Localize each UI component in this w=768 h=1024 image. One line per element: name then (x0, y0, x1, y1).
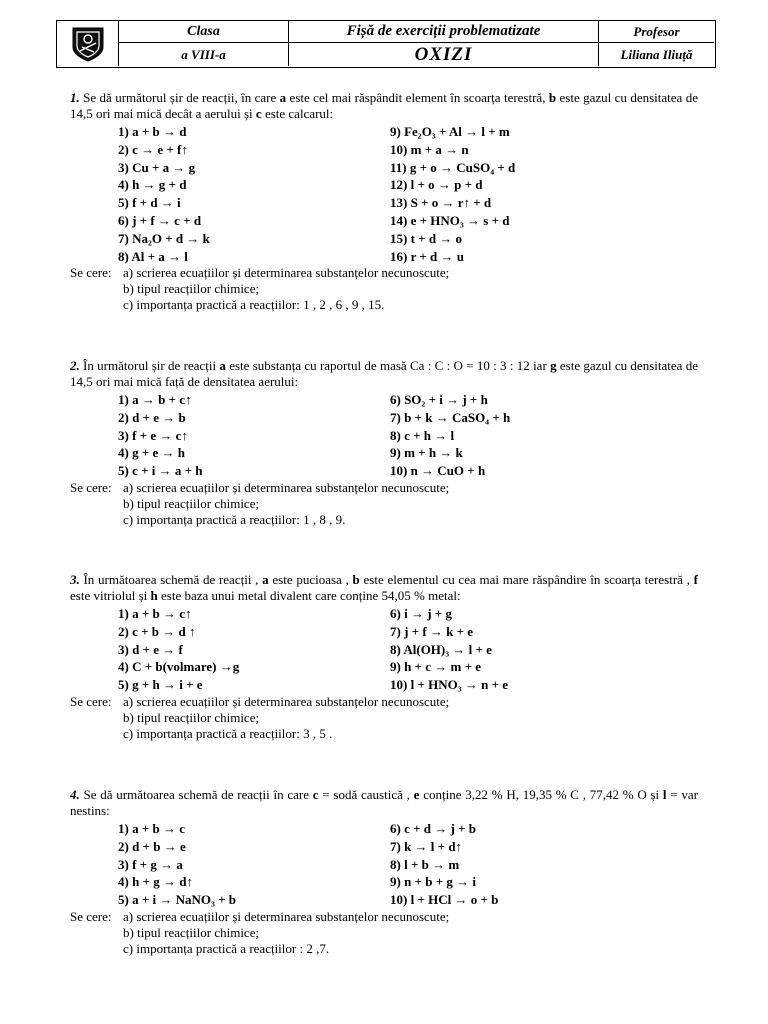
requirement-item: c) importanța practică a reacțiilor : 2 ,7. (123, 941, 330, 956)
reaction-equation: 13) S + o → r↑ + d (390, 195, 492, 211)
exercise-statement (70, 358, 698, 390)
reaction-equation: 5) f + d → i (118, 195, 181, 211)
requirements-label: Se cere: (70, 265, 112, 281)
requirements (70, 265, 698, 313)
reaction-column-left (118, 820, 236, 909)
requirements (70, 480, 698, 528)
class-label: Clasa (119, 21, 289, 43)
school-crest-icon (70, 25, 106, 63)
reaction-equation: 3) f + g → a (118, 856, 183, 872)
exercise-1 (70, 90, 698, 313)
reaction-equation: 3) Cu + a → g (118, 159, 196, 175)
exercise-number: 4. (70, 787, 80, 802)
requirement-item: a) scrierea ecuațiilor și determinarea substanțelor necunoscute; (123, 480, 450, 495)
reaction-equation: 1) a → b + c↑ (118, 392, 192, 407)
reaction-equation: 7) b + k → CaSO₄ + h (390, 409, 511, 425)
reaction-equation: 10) l + HCl → o + b (390, 892, 499, 908)
reaction-equation: 9) n + b + g → i (390, 874, 476, 890)
reaction-equation: 10) l + HNO₃ → n + e (390, 677, 509, 693)
requirement-item: b) tipul reacțiilor chimice; (123, 281, 260, 297)
requirement-item: c) importanța practică a reacțiilor: 1 , 8 , 9. (123, 512, 346, 527)
reaction-equation: 9) m + h → k (390, 445, 463, 461)
reaction-list (70, 605, 698, 694)
reaction-equation: 1) a + b → d (118, 124, 187, 139)
exercise-3 (70, 572, 698, 742)
exercise-number: 1. (70, 90, 80, 105)
exercise-statement (70, 787, 698, 819)
reaction-equation: 3) d + e → f (118, 641, 183, 657)
exercise-2 (70, 358, 698, 528)
reaction-equation: 9) Fe₂O₃ + Al → l + m (390, 124, 510, 139)
requirement-item: c) importanța practică a reacțiilor: 3 , 5 . (123, 726, 333, 741)
reaction-column-right (390, 820, 498, 909)
requirements (70, 694, 698, 742)
reaction-column-right (390, 391, 510, 480)
reaction-equation: 7) k → l + d↑ (390, 838, 463, 854)
requirement-item: a) scrierea ecuațiilor și determinarea substanțelor necunoscute; (123, 909, 450, 924)
exercise-number: 2. (70, 358, 80, 373)
reaction-equation: 4) h + g → d↑ (118, 874, 193, 890)
reaction-equation: 8) Al(OH)₃ → l + e (390, 641, 492, 657)
reaction-equation: 7) Na₂O + d → k (118, 230, 210, 246)
reaction-equation: 15) t + d → o (390, 230, 463, 246)
reaction-list (70, 820, 698, 909)
class-value: a VIII-a (119, 43, 289, 66)
reaction-equation: 2) c + b → d ↑ (118, 623, 196, 639)
reaction-equation: 14) e + HNO₃ → s + d (390, 212, 510, 228)
reaction-equation: 4) h → g + d (118, 177, 187, 193)
reaction-column-left (118, 123, 210, 265)
reaction-equation: 4) C + b(volmare) →g (118, 659, 240, 675)
exercise-text: Se dă următoarea schemă de reacții în care c = sodă caustică , e conține 3,22 % H, 19,35 % C , 77,42 % O și l = var nestins: (70, 787, 698, 818)
reaction-equation: 8) c + h → l (390, 427, 455, 443)
exercise-text: În următoarea schemă de reacții , a este pucioasa , b este elementul cu cea mai mare răspândire în scoarța terestră , f este vitriolul și h este baza unui metal divalent care conține 54,05 % metal: (70, 572, 698, 603)
sheet-subject: OXIZI (289, 43, 599, 66)
exercise-text: În următorul șir de reacții a este substanța cu raportul de masă Ca : C : O = 10 : 3 : 12 iar g este gazul cu densitatea de 14,5 ori mai mică față de densitatea aerului: (70, 358, 698, 389)
teacher-name: Liliana Iliuță (620, 46, 693, 62)
reaction-equation: 1) a + b → c (118, 821, 185, 836)
reaction-equation: 5) a + i → NaNO₃ + b (118, 892, 237, 908)
reaction-column-right (390, 605, 508, 694)
reaction-column-right (390, 123, 515, 265)
reaction-equation: 10) m + a → n (390, 141, 469, 157)
requirement-item: b) tipul reacțiilor chimice; (123, 496, 260, 511)
reaction-list (70, 391, 698, 480)
reaction-equation: 6) c + d → j + b (390, 821, 476, 836)
sheet-title: Fișă de exerciții problematizate (289, 21, 599, 43)
requirement-item: b) tipul reacțiilor chimice; (123, 710, 260, 725)
exercise-4 (70, 787, 698, 957)
reaction-column-left (118, 605, 239, 694)
exercise-text: Se dă următorul șir de reacții, în care a este cel mai răspândit element în scoarța terestră, b este gazul cu densitatea de 14,5 ori mai mică decât a aerului și c este calcarul: (70, 90, 698, 121)
exercise-number: 3. (70, 572, 80, 587)
reaction-equation: 6) i → j + g (390, 606, 452, 621)
requirements-label: Se cere: (70, 909, 112, 924)
reaction-equation: 5) c + i → a + h (118, 463, 203, 479)
reaction-equation: 4) g + e → h (118, 445, 185, 461)
requirements (70, 909, 698, 957)
reaction-equation: 2) d + e → b (118, 409, 186, 425)
reaction-equation: 11) g + o → CuSO₄ + d (390, 159, 516, 175)
reaction-equation: 12) l + o → p + d (390, 177, 483, 193)
reaction-equation: 2) d + b → e (118, 838, 186, 854)
requirement-item: c) importanța practică a reacțiilor: 1 , 2 , 6 , 9 , 15. (123, 297, 385, 313)
requirement-item: a) scrierea ecuațiilor și determinarea substanțelor necunoscute; (123, 265, 450, 281)
reaction-equation: 6) SO₂ + i → j + h (390, 392, 488, 407)
reaction-equation: 2) c → e + f↑ (118, 141, 188, 157)
exercise-statement (70, 90, 698, 122)
reaction-equation: 9) h + c → m + e (390, 659, 481, 675)
requirement-item: b) tipul reacțiilor chimice; (123, 925, 260, 940)
reaction-equation: 5) g + h → i + e (118, 677, 203, 693)
reaction-equation: 8) Al + a → l (118, 248, 188, 264)
requirement-item: a) scrierea ecuațiilor și determinarea substanțelor necunoscute; (123, 694, 450, 709)
reaction-equation: 8) l + b → m (390, 856, 460, 872)
reaction-equation: 3) f + e → c↑ (118, 427, 188, 443)
reaction-equation: 1) a + b → c↑ (118, 606, 192, 621)
header-table (56, 20, 716, 68)
reaction-equation: 10) n → CuO + h (390, 463, 486, 479)
reaction-equation: 16) r + d → u (390, 248, 464, 264)
reaction-equation: 7) j + f → k + e (390, 623, 474, 639)
reaction-column-left (118, 391, 203, 480)
requirements-label: Se cere: (70, 694, 112, 709)
teacher-label: Profesor (599, 21, 714, 43)
school-logo (57, 21, 119, 66)
reaction-equation: 6) j + f → c + d (118, 212, 202, 228)
reaction-list (70, 123, 698, 265)
requirements-label: Se cere: (70, 480, 112, 495)
exercise-statement (70, 572, 698, 604)
